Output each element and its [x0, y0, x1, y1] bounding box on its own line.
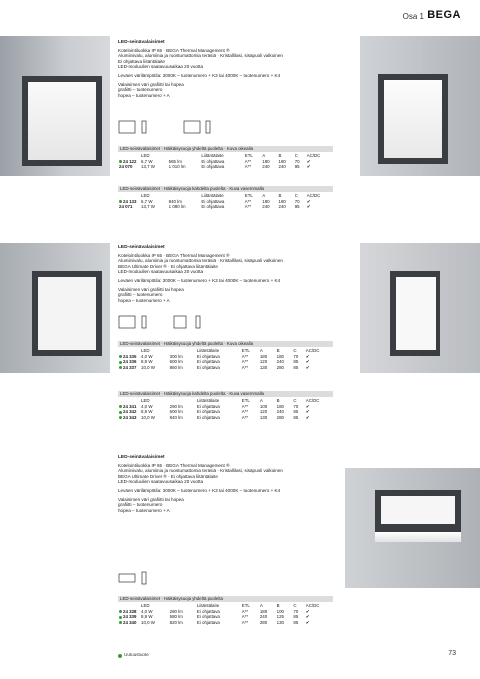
section-1-text: [118, 40, 328, 98]
col-led: LED: [141, 348, 150, 353]
brand-logo: BEGA: [427, 9, 461, 21]
col-b: B: [276, 398, 280, 403]
col-b: B: [276, 603, 280, 608]
col-etl: ETL: [244, 153, 253, 158]
product-photo-2: [360, 36, 480, 176]
product-table-2a: [118, 348, 333, 370]
spec-line: Alumiinivalu, alumiinia ja ruostumattomia teräsiä · Kristallilasi, sisäpuoli valkoinen: [118, 468, 283, 474]
col-etl: ETL: [244, 193, 253, 198]
spec-line: LED-moduulien saatavuusaikaa 20 vuotta: [118, 64, 204, 70]
finish-line: grafiitti – tuotenumero: [118, 292, 163, 298]
table-caption: LED-seinävalaisimet · Häikäisysuoja kahdelta puolelta · Kuva vasemmalla: [118, 391, 333, 397]
col-c: C: [293, 603, 297, 608]
table-row: 24 342 8,9 W 600 lm Ei ohjattava A** 120 240 85 ✔: [118, 409, 333, 415]
col-c: C: [293, 348, 297, 353]
dimension-drawing-2: [118, 312, 218, 338]
color-temp: Leväen värilämpötila: 3000K – tuotenumero + K3 tai 4000K – tuotenumero + K4: [118, 277, 281, 283]
col-a: A: [262, 193, 266, 198]
col-driver: Liitäntälaite: [196, 603, 220, 608]
color-temp: Leväen värilämpötila: 3000K – tuotenumero + K3 tai 4000K – tuotenumero + K4: [118, 487, 281, 493]
new-product-dot: [119, 405, 122, 408]
spec-line: BEGA Ultimate Driver ® · Ei ohjattava liitäntälaite: [118, 473, 218, 479]
spec-line: Kotelointiluokka IP 65 · BEGA Thermal Management ®: [118, 252, 230, 258]
col-a: A: [259, 348, 263, 353]
section-3-text: [118, 455, 328, 513]
section-title: LED-seinävalaisimet: [118, 455, 165, 460]
table-row: 24 335 4,0 W 300 lm Ei ohjattava A** 180 180 70 ✔: [118, 354, 333, 360]
product-photo-3: [0, 243, 110, 373]
col-a: A: [259, 398, 263, 403]
col-etl: ETL: [241, 348, 250, 353]
col-acdc: AC/DC: [305, 398, 320, 403]
col-b: B: [278, 193, 282, 198]
spec-line: Kotelointiluokka IP 65 · BEGA Thermal Management ®: [118, 462, 230, 468]
finish-line: Valaisimen väri grafiitti tai hopea: [118, 496, 184, 502]
spec-line: BEGA Ultimate Driver ® · Ei ohjattava liitäntälaite: [118, 263, 218, 269]
col-c: C: [293, 398, 297, 403]
page-number: 73: [448, 650, 456, 657]
product-photo-4: [360, 243, 480, 373]
table-row: 24 337 10,0 W 860 lm Ei ohjattava A** 130 280 85 ✔: [118, 365, 333, 371]
new-product-dot: [119, 160, 122, 163]
table-row: 24 336 8,9 W 600 lm Ei ohjattava A** 120 240 85 ✔: [118, 359, 333, 365]
finish-line: hopea – tuotenumero + A: [118, 507, 170, 513]
section-2-text: [118, 245, 328, 303]
finish-line: Valaisimen väri grafiitti tai hopea: [118, 81, 184, 87]
color-temp: Leväen värilämpötila: 3000K – tuotenumero + K3 tai 4000K – tuotenumero + K4: [118, 72, 281, 78]
header-osa: Osa 1: [402, 12, 424, 21]
table-caption: LED-seinävalaisimet · Häikäisysuoja yhdeltä puolelta · Kuva oikealla: [118, 341, 333, 347]
col-a: A: [259, 603, 263, 608]
dimension-drawing-3: [118, 568, 158, 594]
table-row: 24 338 4,0 W 280 lm Ei ohjattava A** 180 100 70 ✔: [118, 609, 333, 615]
new-product-dot: [119, 610, 122, 613]
new-product-dot: [119, 200, 122, 203]
dimension-drawing-1: [118, 117, 218, 143]
spec-line: LED-moduulien saatavuusaikaa 20 vuotta: [118, 479, 204, 485]
table-row: 24 071 13,7 W 1 080 lm Ei ohjattava A** 240 240 85 ✔: [119, 204, 311, 210]
col-acdc: AC/DC: [306, 193, 321, 198]
section-title: LED-seinävalaisimet: [118, 245, 165, 250]
product-table-2b: [118, 398, 333, 420]
col-acdc: AC/DC: [305, 603, 320, 608]
new-product-dot: [119, 616, 122, 619]
col-c: C: [294, 153, 298, 158]
col-c: C: [294, 193, 298, 198]
col-acdc: AC/DC: [305, 348, 320, 353]
col-led: LED: [141, 603, 150, 608]
col-b: B: [278, 153, 282, 158]
table-row: 24 341 4,0 W 290 lm Ei ohjattava A** 100 180 70 ✔: [118, 404, 333, 410]
col-led: LED: [141, 153, 150, 158]
new-product-dot: [119, 621, 122, 624]
col-etl: ETL: [241, 398, 250, 403]
new-product-dot: [119, 361, 122, 364]
col-acdc: AC/DC: [306, 153, 321, 158]
col-driver: Liitäntälaite: [196, 348, 220, 353]
spec-line: Kotelointiluokka IP 65 · BEGA Thermal Management ®: [118, 47, 230, 53]
spec-line: Alumiinivalu, alumiinia ja ruostumattomia teräsiä · Kristallilasi, sisäpuoli valkoinen: [118, 53, 283, 59]
new-product-dot: [119, 411, 122, 414]
col-a: A: [262, 153, 266, 158]
col-led: LED: [141, 398, 150, 403]
new-product-dot: [118, 654, 122, 658]
finish-line: hopea – tuotenumero + A: [118, 92, 170, 98]
spec-line: LED-moduulien saatavuusaikaa 20 vuotta: [118, 269, 204, 275]
table-row: 24 070 13,7 W 1 010 lm Ei ohjattava A** 240 240 85 ✔: [119, 164, 311, 170]
product-photo-5: [345, 468, 480, 588]
product-photo-1: [0, 36, 110, 176]
finish-line: Valaisimen väri grafiitti tai hopea: [118, 286, 184, 292]
finish-line: grafiitti – tuotenumero: [118, 87, 163, 93]
spec-line: Ei ohjattava liitäntälaite: [118, 58, 165, 64]
col-driver: Liitäntälaite: [196, 398, 220, 403]
table-row: 24 122 6,7 W 585 lm Ei ohjattava A** 180 180 70 ✔: [118, 159, 333, 165]
spec-line: Alumiinivalu, alumiinia ja ruostumattomia teräsiä · Kristallilasi, sisäpuoli valkoinen: [118, 258, 283, 264]
col-etl: ETL: [241, 603, 250, 608]
table-caption: LED-seinävalaisimet · Häikäisysuoja yhdeltä puolelta: [118, 596, 333, 602]
footer-legend: Uutuustuote: [124, 652, 149, 657]
table-caption: LED-seinävalaisimet · Häikäisysuoja yhdeltä puolelta · Kuva oikealla: [118, 146, 333, 152]
new-product-dot: [119, 366, 122, 369]
new-product-dot: [119, 416, 122, 419]
col-led: LED: [141, 193, 150, 198]
product-table-1a: [118, 153, 333, 170]
col-b: B: [276, 348, 280, 353]
col-driver: Liitäntälaite: [201, 153, 224, 158]
finish-line: grafiitti – tuotenumero: [118, 502, 163, 508]
table-row: 24 133 6,7 W 840 lm Ei ohjattava A** 180 180 70 ✔: [118, 199, 333, 205]
product-table-1b: [118, 193, 333, 210]
table-caption: LED-seinävalaisimet · Häikäisysuoja kahdelta puolelta · Kuva vasemmalla: [118, 186, 333, 192]
col-driver: Liitäntälaite: [201, 193, 224, 198]
table-row: 24 340 10,0 W 820 lm Ei ohjattava A** 280 130 85 ✔: [118, 620, 333, 626]
table-row: 24 339 8,9 W 580 lm Ei ohjattava A** 240 125 85 ✔: [118, 614, 333, 620]
product-table-3a: [118, 603, 333, 625]
section-title: LED-seinävalaisimet: [118, 40, 165, 45]
finish-line: hopea – tuotenumero + A: [118, 297, 170, 303]
new-product-dot: [119, 355, 122, 358]
table-row: 24 343 10,0 W 840 lm Ei ohjattava A** 130 280 85 ✔: [118, 415, 333, 421]
